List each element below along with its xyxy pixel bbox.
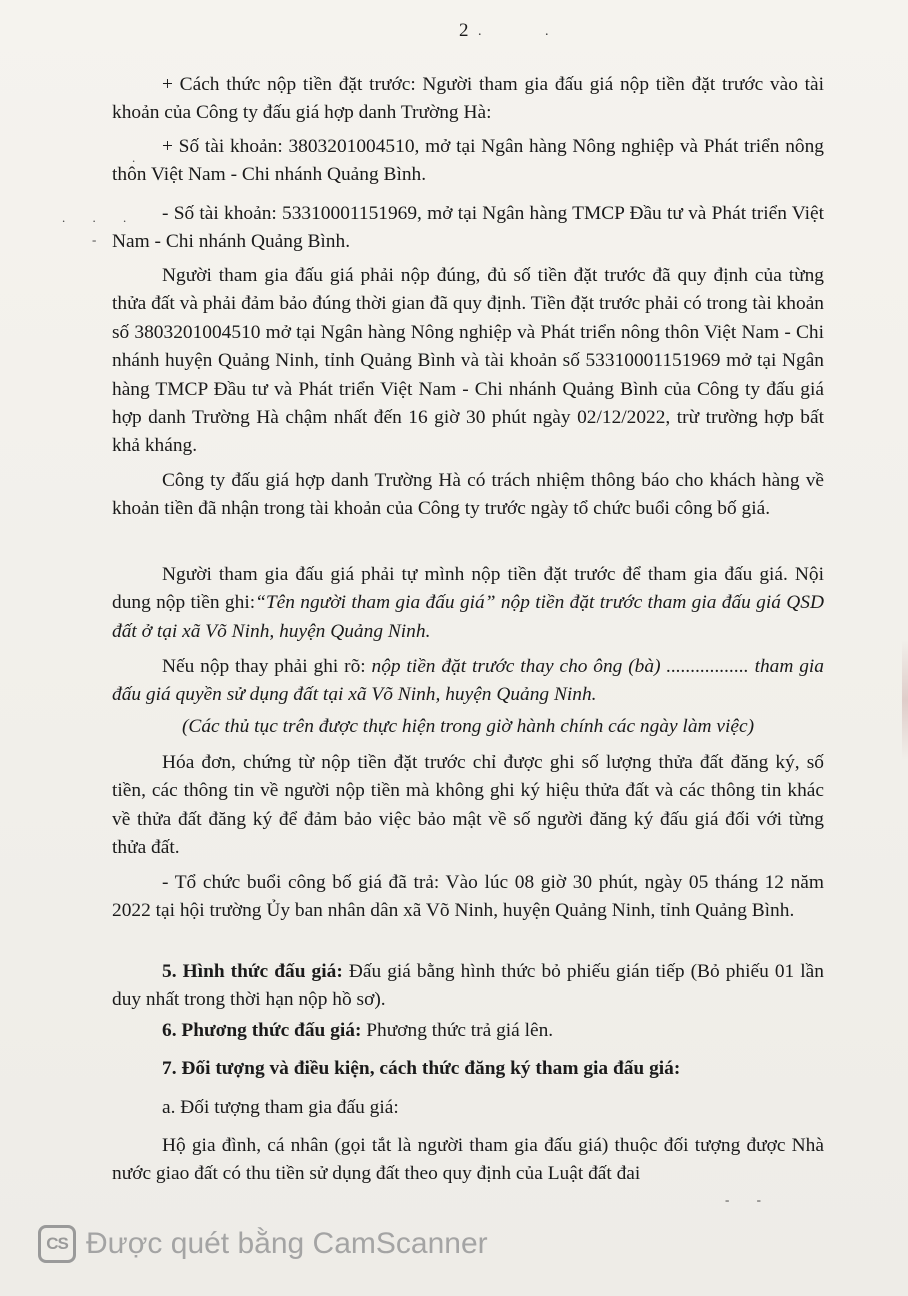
paragraph-account-2: - Số tài khoản: 53310001151969, mở tại Ngân hàng TMCP Đầu tư và Phát triển Việt Nam - Chi nhánh Quảng Bình. (112, 203, 824, 253)
section-5-auction-form (112, 958, 824, 1015)
section-7-heading: 7. Đối tượng và điều kiện, cách thức đăng ký tham gia đấu giá: (162, 1058, 681, 1079)
paragraph-proxy-payment (112, 653, 824, 710)
section-5-heading: 5. Hình thức đấu giá: (162, 961, 343, 982)
scan-specks: . (132, 150, 148, 165)
section-6-text: Phương thức trả giá lên. (361, 1020, 554, 1041)
section-5-text: Đấu giá bằng hình thức bỏ phiếu gián tiếp (Bỏ phiếu 01 lần duy nhất trong thời hạn nộp hồ sơ). (112, 961, 824, 1011)
camscanner-text: Được quét bằng CamScanner (86, 1227, 488, 1260)
proxy-payment-italic: nộp tiền đặt trước thay cho ông (bà) ................. tham gia đấu giá quyền sử dụng đất tại xã Võ Ninh, huyện Quảng Ninh. (112, 656, 824, 706)
scan-marks: . . (478, 24, 579, 39)
camscanner-logo-icon: CS (38, 1225, 76, 1263)
subsection-a-heading: a. Đối tượng tham gia đấu giá: (162, 1097, 399, 1118)
paragraph-payment-content (112, 561, 824, 646)
scan-specks: . . . (62, 210, 139, 225)
scan-specks: - (92, 232, 109, 247)
scan-specks: - - (725, 1192, 773, 1207)
proxy-payment-text: Nếu nộp thay phải ghi rõ: (162, 656, 372, 677)
section-6-heading: 6. Phương thức đấu giá: (162, 1020, 362, 1041)
page-number: 2 (459, 20, 469, 41)
paragraph-deposit-method: + Cách thức nộp tiền đặt trước: Người tham gia đấu giá nộp tiền đặt trước vào tài khoản của Công ty đấu giá hợp danh Trường Hà: (112, 74, 824, 124)
paragraph-account-1: + Số tài khoản: 3803201004510, mở tại Ngân hàng Nông nghiệp và Phát triển nông thôn Việt Nam - Chi nhánh Quảng Bình. (112, 136, 824, 186)
paragraph-company-notice: Công ty đấu giá hợp danh Trường Hà có trách nhiệm thông báo cho khách hàng về khoản tiền đã nhận trong tài khoản của Công ty trước ngày tổ chức buổi công bố giá. (112, 470, 824, 520)
section-6-auction-method (112, 1017, 824, 1045)
payment-content-text: Người tham gia đấu giá phải tự mình nộp tiền đặt trước để tham gia đấu giá. Nội dung nộp tiền ghi: (112, 564, 824, 614)
camscanner-watermark (38, 1224, 488, 1264)
paragraph-working-hours-note: (Các thủ tục trên được thực hiện trong giờ hành chính các ngày làm việc) (181, 716, 755, 737)
paragraph-eligible-parties: Hộ gia đình, cá nhân (gọi tắt là người tham gia đấu giá) thuộc đối tượng được Nhà nước giao đất có thu tiền sử dụng đất theo quy định của Luật đất đai (112, 1135, 824, 1185)
payment-content-italic: “Tên người tham gia đấu giá” nộp tiền đặt trước tham gia đấu giá QSD đất ở tại xã Võ Ninh, huyện Quảng Ninh. (112, 592, 824, 642)
paragraph-price-announcement: - Tổ chức buổi công bố giá đã trả: Vào lúc 08 giờ 30 phút, ngày 05 tháng 12 năm 2022 tại hội trường Ủy ban nhân dân xã Võ Ninh, huyện Quảng Ninh, tỉnh Quảng Bình. (112, 872, 824, 922)
paragraph-invoice-rules: Hóa đơn, chứng từ nộp tiền đặt trước chỉ được ghi số lượng thửa đất đăng ký, số tiền, các thông tin về người nộp tiền mà không ghi ký hiệu thửa đất và các thông tin khác về thửa đất đăng ký để đảm bảo việc bảo mật về số người đăng ký đấu giá đối với từng thửa đất. (112, 752, 824, 859)
paragraph-deposit-rules: Người tham gia đấu giá phải nộp đúng, đủ số tiền đặt trước đã quy định của từng thửa đất và phải đảm bảo đúng thời gian đã quy định. Tiền đặt trước phải có trong tài khoản số 3803201004510 mở tại Ngân hàng Nông nghiệp và Phát triển nông thôn Việt Nam - Chi nhánh huyện Quảng Ninh, tỉnh Quảng Bình và tài khoản số 53310001151969 mở tại Ngân hàng TMCP Đầu tư và Phát triển Việt Nam - Chi nhánh Quảng Bình của Công ty đấu giá hợp danh Trường Hà chậm nhất đến 16 giờ 30 phút ngày 02/12/2022, trừ trường hợp bất khả kháng. (112, 265, 824, 457)
scan-edge-shadow (902, 640, 908, 760)
